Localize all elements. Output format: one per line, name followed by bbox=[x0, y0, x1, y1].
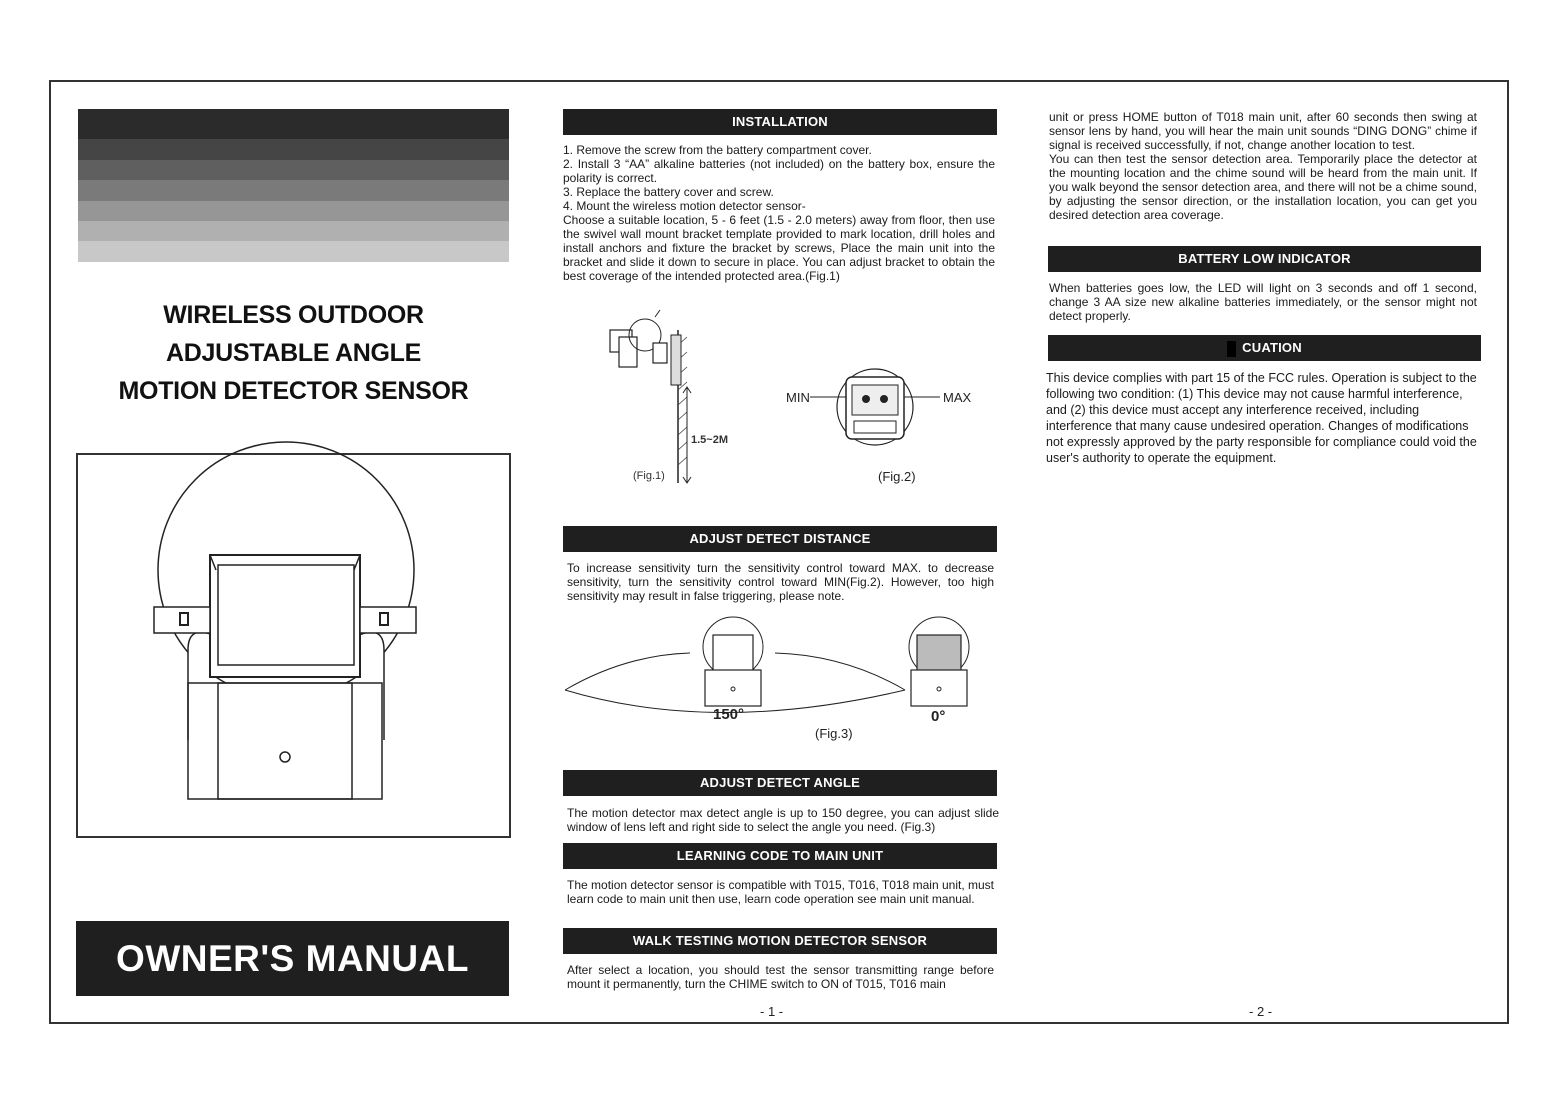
adjust-distance-header: ADJUST DETECT DISTANCE bbox=[563, 526, 997, 552]
owners-manual-banner: OWNER'S MANUAL bbox=[76, 921, 509, 996]
walk-test-area-paragraph: You can then test the sensor detection area. Temporarily place the detector at the mounting location and the chime sound will be heard from the main unit. If you walk beyond the sensor detection area, and there will not be a chime sound, by adjusting the sensor direction, or the installation location, you can get you desired detection area coverage. bbox=[1049, 152, 1477, 222]
caution-title: CUATION bbox=[1242, 340, 1302, 355]
installation-header: INSTALLATION bbox=[563, 109, 997, 135]
walk-test-continued bbox=[1049, 110, 1477, 222]
stripe bbox=[78, 221, 509, 241]
fig2-min-label: MIN bbox=[786, 390, 810, 405]
fig3-caption: (Fig.3) bbox=[815, 726, 853, 741]
adjust-angle-header: ADJUST DETECT ANGLE bbox=[563, 770, 997, 796]
fig2-max-label: MAX bbox=[943, 390, 972, 405]
fig2-caption: (Fig.2) bbox=[878, 469, 916, 484]
battery-low-text: When batteries goes low, the LED will light on 3 seconds and off 1 second, change 3 AA size new alkaline batteries immediately, or the sensor might not detect properly. bbox=[1049, 281, 1477, 323]
learning-code-text: The motion detector sensor is compatible with T015, T016, T018 main unit, must learn code to main unit then use, learn code operation see main unit manual. bbox=[567, 878, 994, 906]
stripe bbox=[78, 180, 509, 201]
stripe bbox=[78, 160, 509, 180]
adjust-distance-text: To increase sensitivity turn the sensitivity control toward MAX. to decrease sensitivity, turn the sensitivity control toward MIN(Fig.2). However, too high sensitivity may result in false triggering, please note. bbox=[567, 561, 994, 603]
installation-step: 3. Replace the battery cover and screw. bbox=[563, 185, 774, 199]
page-number-2: - 2 - bbox=[1249, 1004, 1273, 1019]
installation-step: 4. Mount the wireless motion detector sensor- bbox=[563, 199, 806, 213]
fig1-mounting-diagram bbox=[605, 305, 715, 485]
product-title-line-2: ADJUSTABLE ANGLE bbox=[166, 339, 421, 367]
caution-text: This device complies with part 15 of the FCC rules. Operation is subject to the following two condition: (1) This device may not cause harmful interference, and (2) this device must accept any interference received, including interference that many cause undesired operation. Changes of modifications not expressly approved by the party responsible for compliance could void the user's authority to operate the equipment. bbox=[1046, 371, 1477, 465]
caution-marker-icon bbox=[1227, 341, 1236, 357]
installation-paragraph: Choose a suitable location, 5 - 6 feet (1.5 - 2.0 meters) away from floor, then use the swivel wall mount bracket template provided to mark location, drill holes and install anchors and fixture the bracket by screws, Place the main unit into the bracket and slide it down to secure in place. You can adjust bracket to obtain the best coverage of the intended protected area.(Fig.1) bbox=[563, 213, 995, 283]
stripe bbox=[78, 201, 509, 221]
stripe bbox=[78, 139, 509, 160]
page-number-1: - 1 - bbox=[760, 1004, 784, 1019]
product-title-line-3: MOTION DETECTOR SENSOR bbox=[118, 377, 469, 405]
learning-code-header: LEARNING CODE TO MAIN UNIT bbox=[563, 843, 997, 869]
walk-test-header: WALK TESTING MOTION DETECTOR SENSOR bbox=[563, 928, 997, 954]
caution-header bbox=[1048, 335, 1481, 361]
installation-step: 2. Install 3 “AA” alkaline batteries (not included) on the battery box, ensure the polarity is correct. bbox=[563, 157, 995, 185]
fig3-angle-150: 150° bbox=[713, 706, 745, 723]
installation-body bbox=[563, 143, 995, 283]
fig3-angle-diagram bbox=[565, 615, 985, 715]
fig3-angle-0: 0° bbox=[931, 708, 946, 725]
sensor-illustration bbox=[78, 455, 509, 836]
walk-test-cont-paragraph: unit or press HOME button of T018 main unit, after 60 seconds then swing at sensor lens by hand, you will hear the main unit sounds “DING DONG” chime if signal is received successfully, if not, change another location to test. bbox=[1049, 110, 1477, 152]
sensor-illustration-box bbox=[76, 453, 511, 838]
walk-test-text: After select a location, you should test the sensor transmitting range before mount it permanently, turn the CHIME switch to ON of T015, T016 main bbox=[567, 963, 994, 991]
stripe bbox=[78, 109, 509, 139]
fig1-caption: (Fig.1) bbox=[633, 470, 665, 482]
product-title-line-1: WIRELESS OUTDOOR bbox=[163, 301, 424, 329]
adjust-angle-text: The motion detector max detect angle is up to 150 degree, you can adjust slide window of lens left and right side to select the angle you need. (Fig.3) bbox=[567, 806, 999, 834]
fig2-sensitivity-dial bbox=[810, 365, 990, 475]
installation-step: 1. Remove the screw from the battery compartment cover. bbox=[563, 143, 872, 157]
battery-low-header: BATTERY LOW INDICATOR bbox=[1048, 246, 1481, 272]
fig1-height-label: 1.5~2M bbox=[691, 434, 728, 446]
stripe bbox=[78, 241, 509, 262]
